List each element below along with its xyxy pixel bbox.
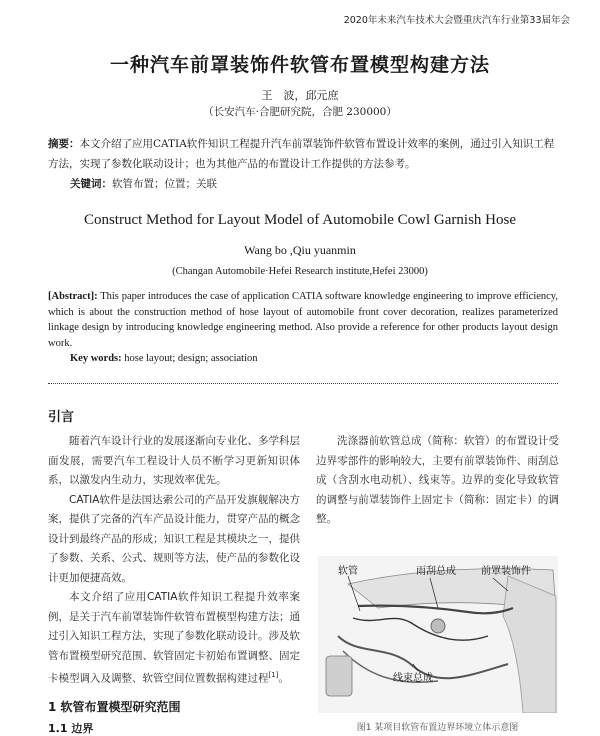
right-column bbox=[316, 432, 559, 530]
abstract-text-cn: 本文介绍了应用CATIA软件知识工程提升汽车前罩装饰件软管布置设计效率的案例，通过引入知识工程方法，实现了参数化联动设计；也为其他产品的布置设计工作提供的方法参考。 bbox=[48, 138, 555, 170]
hose-layout-figure bbox=[318, 556, 558, 713]
abstract-label-en: [Abstract]: bbox=[48, 291, 98, 302]
figure-label-hose: 软管 bbox=[338, 566, 358, 577]
keywords-en bbox=[70, 353, 258, 364]
keywords-text-en: hose layout; design; association bbox=[121, 353, 258, 364]
paragraph bbox=[48, 588, 300, 689]
affiliation-en: (Changan Automobile·Hefei Research institute,Hefei 23000) bbox=[172, 266, 428, 277]
wiper-motor-shape bbox=[431, 619, 445, 633]
affiliation-cn: （长安汽车·合肥研究院，合肥 230000） bbox=[203, 106, 397, 118]
paper-title-cn: 一种汽车前罩装饰件软管布置模型构建方法 bbox=[109, 54, 490, 76]
paragraph: 洗涤器前软管总成（简称：软管）的布置设计受边界零部件的影响较大，主要有前罩装饰件、雨刮总成（含刮水电动机）、线束等。边界的变化导致软管的调整与前罩装饰件上固定卡（简称：固定卡）的调整。 bbox=[316, 435, 559, 525]
abstract-label-cn: 摘要： bbox=[48, 138, 80, 150]
figure-label-harness: 线束总成 bbox=[393, 673, 433, 684]
section-heading-1: 1 软管布置模型研究范围 bbox=[48, 700, 181, 714]
figure-caption: 图1 某项目软管布置边界环境立体示意图 bbox=[356, 723, 519, 733]
left-column bbox=[48, 432, 300, 689]
paragraph-text: 本文介绍了应用CATIA软件知识工程提升效率案例，是关于汽车前罩装饰件软管布置模型构建方法；通过引入知识工程方法，实现了参数化联动设计。涉及软管布置模型研究范围、软管固定卡初始布置调整、固定卡模型调入及调整、软管空间位置数据构建过程 bbox=[48, 591, 300, 685]
keywords-cn bbox=[70, 176, 217, 191]
intro-heading: 引言 bbox=[48, 410, 75, 425]
figure-label-garnish: 前罩装饰件 bbox=[481, 566, 531, 577]
section-heading-1-1: 1.1 边界 bbox=[48, 722, 94, 735]
authors-cn: 王 波，邱元庶 bbox=[261, 89, 339, 102]
abstract-cn bbox=[48, 134, 558, 174]
paper-title-en: Construct Method for Layout Model of Automobile Cowl Garnish Hose bbox=[83, 212, 517, 228]
section-divider bbox=[48, 383, 558, 384]
figure-label-wiper: 雨刮总成 bbox=[416, 566, 456, 577]
paragraph: CATIA软件是法国达索公司的产品开发旗舰解决方案，提供了完备的汽车产品设计能力，贯穿产品的概念设计到最终产品的形成；知识工程是其模块之一，提供了参数、关系、公式、规则等方法，使产品的参数化设计更加便捷高效。 bbox=[48, 493, 300, 584]
citation-ref: [1] bbox=[268, 671, 279, 679]
keywords-label-cn: 关键词： bbox=[70, 178, 112, 190]
authors-en: Wang bo ,Qiu yuanmin bbox=[244, 243, 356, 257]
paragraph-end: 。 bbox=[278, 672, 289, 685]
washer-reservoir-shape bbox=[326, 656, 352, 696]
paragraph: 随着汽车设计行业的发展逐渐向专业化、多学科层面发展，需要汽车工程设计人员不断学习更新知识体系，以激发内生动力，实现效率优先。 bbox=[48, 435, 300, 486]
abstract-text-en: This paper introduces the case of application CATIA software knowledge engineering to improve efficiency, which is about the construction method of hose layout of automobile front cover decoration, realizes parameterized linkage design by introducing knowledge engineering method. Also provide a reference for other products layout design work. bbox=[48, 291, 558, 349]
keywords-text-cn: 软管布置；位置；关联 bbox=[112, 178, 217, 190]
running-header: 2020年未来汽车技术大会暨重庆汽车行业第33届年会 bbox=[343, 15, 570, 26]
keywords-label-en: Key words: bbox=[70, 353, 122, 364]
abstract-en bbox=[48, 289, 558, 351]
